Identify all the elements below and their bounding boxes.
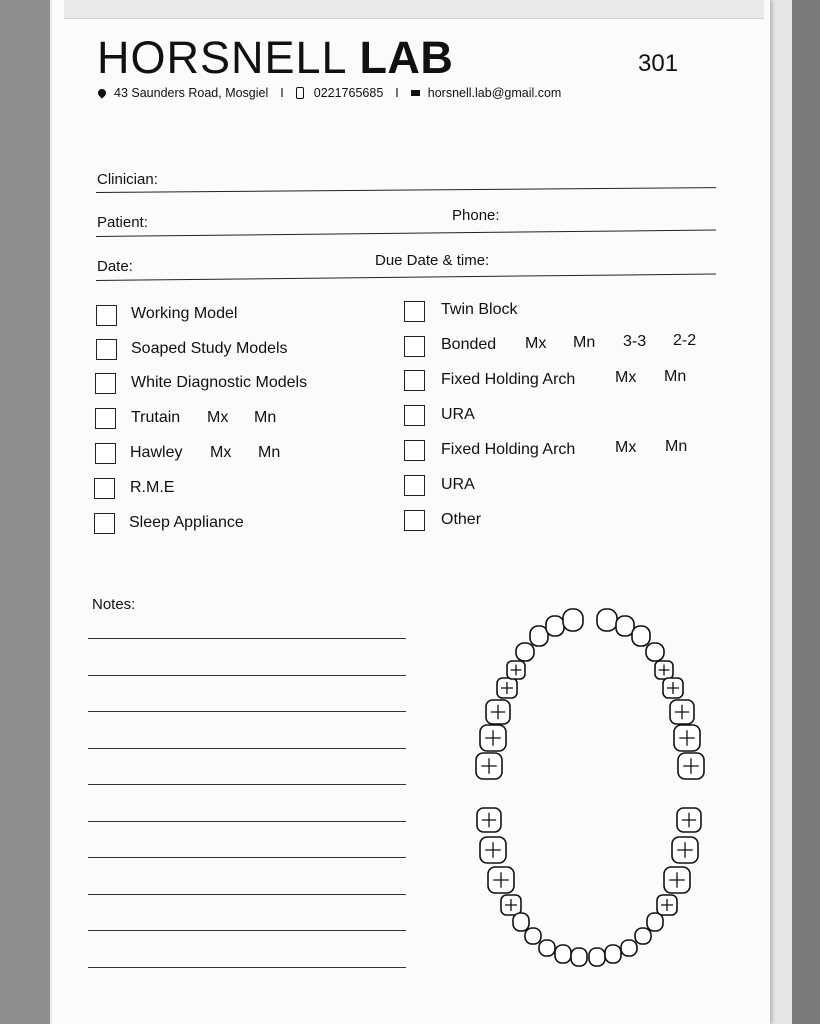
upper-tooth[interactable] xyxy=(486,700,510,724)
checkbox-twin-block[interactable] xyxy=(404,301,425,322)
clinician-label: Clinician: xyxy=(97,171,158,188)
dental-arch-chart-icon xyxy=(465,600,715,980)
upper-tooth[interactable] xyxy=(597,609,617,631)
location-pin-icon xyxy=(96,87,107,98)
upper-tooth[interactable] xyxy=(678,753,704,779)
option-label: Twin Block xyxy=(441,301,518,318)
lower-tooth[interactable] xyxy=(477,808,501,832)
option-mx: Mx xyxy=(615,369,637,386)
option-mn: Mn xyxy=(254,409,277,426)
pad-binding-strip xyxy=(64,0,764,19)
contact-line xyxy=(98,86,561,100)
option-mn: Mn xyxy=(258,444,281,461)
option-label: URA xyxy=(441,406,475,423)
notes-line[interactable] xyxy=(88,711,406,712)
email-icon xyxy=(411,90,420,96)
option-label: Trutain xyxy=(131,409,181,426)
option-label: Fixed Holding Arch xyxy=(441,441,576,458)
lower-tooth[interactable] xyxy=(539,940,555,956)
notes-line[interactable] xyxy=(88,857,406,858)
option-2-2: 2-2 xyxy=(673,332,697,349)
notes-line[interactable] xyxy=(88,967,406,968)
checkbox-rme[interactable] xyxy=(94,478,115,499)
option-mx: Mx xyxy=(525,335,547,352)
upper-tooth[interactable] xyxy=(670,700,694,724)
upper-tooth[interactable] xyxy=(516,643,534,661)
lower-tooth[interactable] xyxy=(501,895,521,915)
address-text: 43 Saunders Road, Mosgiel xyxy=(114,86,269,100)
checkbox-fixed-holding-arch-1[interactable] xyxy=(404,370,425,391)
separator: I xyxy=(280,86,284,100)
lower-tooth[interactable] xyxy=(480,837,506,863)
option-label: Fixed Holding Arch xyxy=(441,371,576,388)
upper-tooth[interactable] xyxy=(480,725,506,751)
phone-text: 0221765685 xyxy=(313,86,384,100)
lower-tooth[interactable] xyxy=(657,895,677,915)
checkbox-soaped-study-models[interactable] xyxy=(96,339,117,360)
upper-tooth[interactable] xyxy=(646,643,664,661)
checkbox-other[interactable] xyxy=(404,510,425,531)
option-mx: Mx xyxy=(207,409,229,426)
upper-tooth[interactable] xyxy=(476,753,502,779)
separator: I xyxy=(395,86,399,100)
lower-tooth[interactable] xyxy=(621,940,637,956)
option-mx: Mx xyxy=(210,444,232,461)
phone-icon xyxy=(296,87,304,99)
option-3-3: 3-3 xyxy=(623,333,647,350)
notes-line[interactable] xyxy=(88,894,406,895)
background-shadow xyxy=(792,0,820,1024)
lab-logo: HORSNELL LAB xyxy=(97,32,454,83)
checkbox-trutain[interactable] xyxy=(95,408,116,429)
upper-tooth[interactable] xyxy=(563,609,583,631)
upper-tooth[interactable] xyxy=(632,626,650,646)
email-text: horsnell.lab@gmail.com xyxy=(427,86,562,100)
checkbox-ura-2[interactable] xyxy=(404,475,425,496)
option-label: Other xyxy=(441,511,482,528)
option-label: Sleep Appliance xyxy=(129,514,244,531)
lower-tooth[interactable] xyxy=(513,913,529,931)
upper-tooth[interactable] xyxy=(546,616,564,636)
upper-tooth[interactable] xyxy=(674,725,700,751)
notes-line[interactable] xyxy=(88,821,406,822)
form-number: 301 xyxy=(638,50,679,77)
phone-label: Phone: xyxy=(452,207,500,224)
notes-line[interactable] xyxy=(88,638,406,639)
lower-tooth[interactable] xyxy=(635,928,651,944)
lower-tooth[interactable] xyxy=(605,945,621,963)
option-label: R.M.E xyxy=(130,479,175,496)
option-label: Soaped Study Models xyxy=(131,340,288,357)
lower-tooth[interactable] xyxy=(555,945,571,963)
upper-tooth[interactable] xyxy=(655,661,673,679)
lower-tooth[interactable] xyxy=(525,928,541,944)
notes-line[interactable] xyxy=(88,675,406,676)
checkbox-fixed-holding-arch-2[interactable] xyxy=(404,440,425,461)
checkbox-ura-1[interactable] xyxy=(404,405,425,426)
option-label: Working Model xyxy=(131,305,238,322)
lower-tooth[interactable] xyxy=(672,837,698,863)
notes-line[interactable] xyxy=(88,748,406,749)
patient-label: Patient: xyxy=(97,214,148,231)
option-label: Bonded xyxy=(441,336,497,353)
checkbox-working-model[interactable] xyxy=(96,305,117,326)
checkbox-sleep-appliance[interactable] xyxy=(94,513,115,534)
option-mx: Mx xyxy=(615,439,637,456)
option-label: Hawley xyxy=(130,444,183,461)
lower-tooth[interactable] xyxy=(589,948,605,966)
lower-tooth[interactable] xyxy=(571,948,587,966)
checkbox-white-diagnostic-models[interactable] xyxy=(95,373,116,394)
upper-tooth[interactable] xyxy=(497,678,517,698)
due-date-label: Due Date & time: xyxy=(375,252,490,269)
lower-tooth[interactable] xyxy=(647,913,663,931)
notes-line[interactable] xyxy=(88,784,406,785)
notes-line[interactable] xyxy=(88,930,406,931)
option-mn: Mn xyxy=(664,368,687,385)
checkbox-hawley[interactable] xyxy=(95,443,116,464)
upper-tooth[interactable] xyxy=(663,678,683,698)
option-mn: Mn xyxy=(665,438,688,455)
option-label: URA xyxy=(441,476,475,493)
option-label: White Diagnostic Models xyxy=(131,374,308,391)
lower-tooth[interactable] xyxy=(677,808,701,832)
lower-tooth[interactable] xyxy=(488,867,514,893)
notes-label: Notes: xyxy=(92,596,136,613)
lower-tooth[interactable] xyxy=(664,867,690,893)
checkbox-bonded[interactable] xyxy=(404,336,425,357)
date-label: Date: xyxy=(97,258,133,275)
upper-tooth[interactable] xyxy=(507,661,525,679)
option-mn: Mn xyxy=(573,334,596,351)
